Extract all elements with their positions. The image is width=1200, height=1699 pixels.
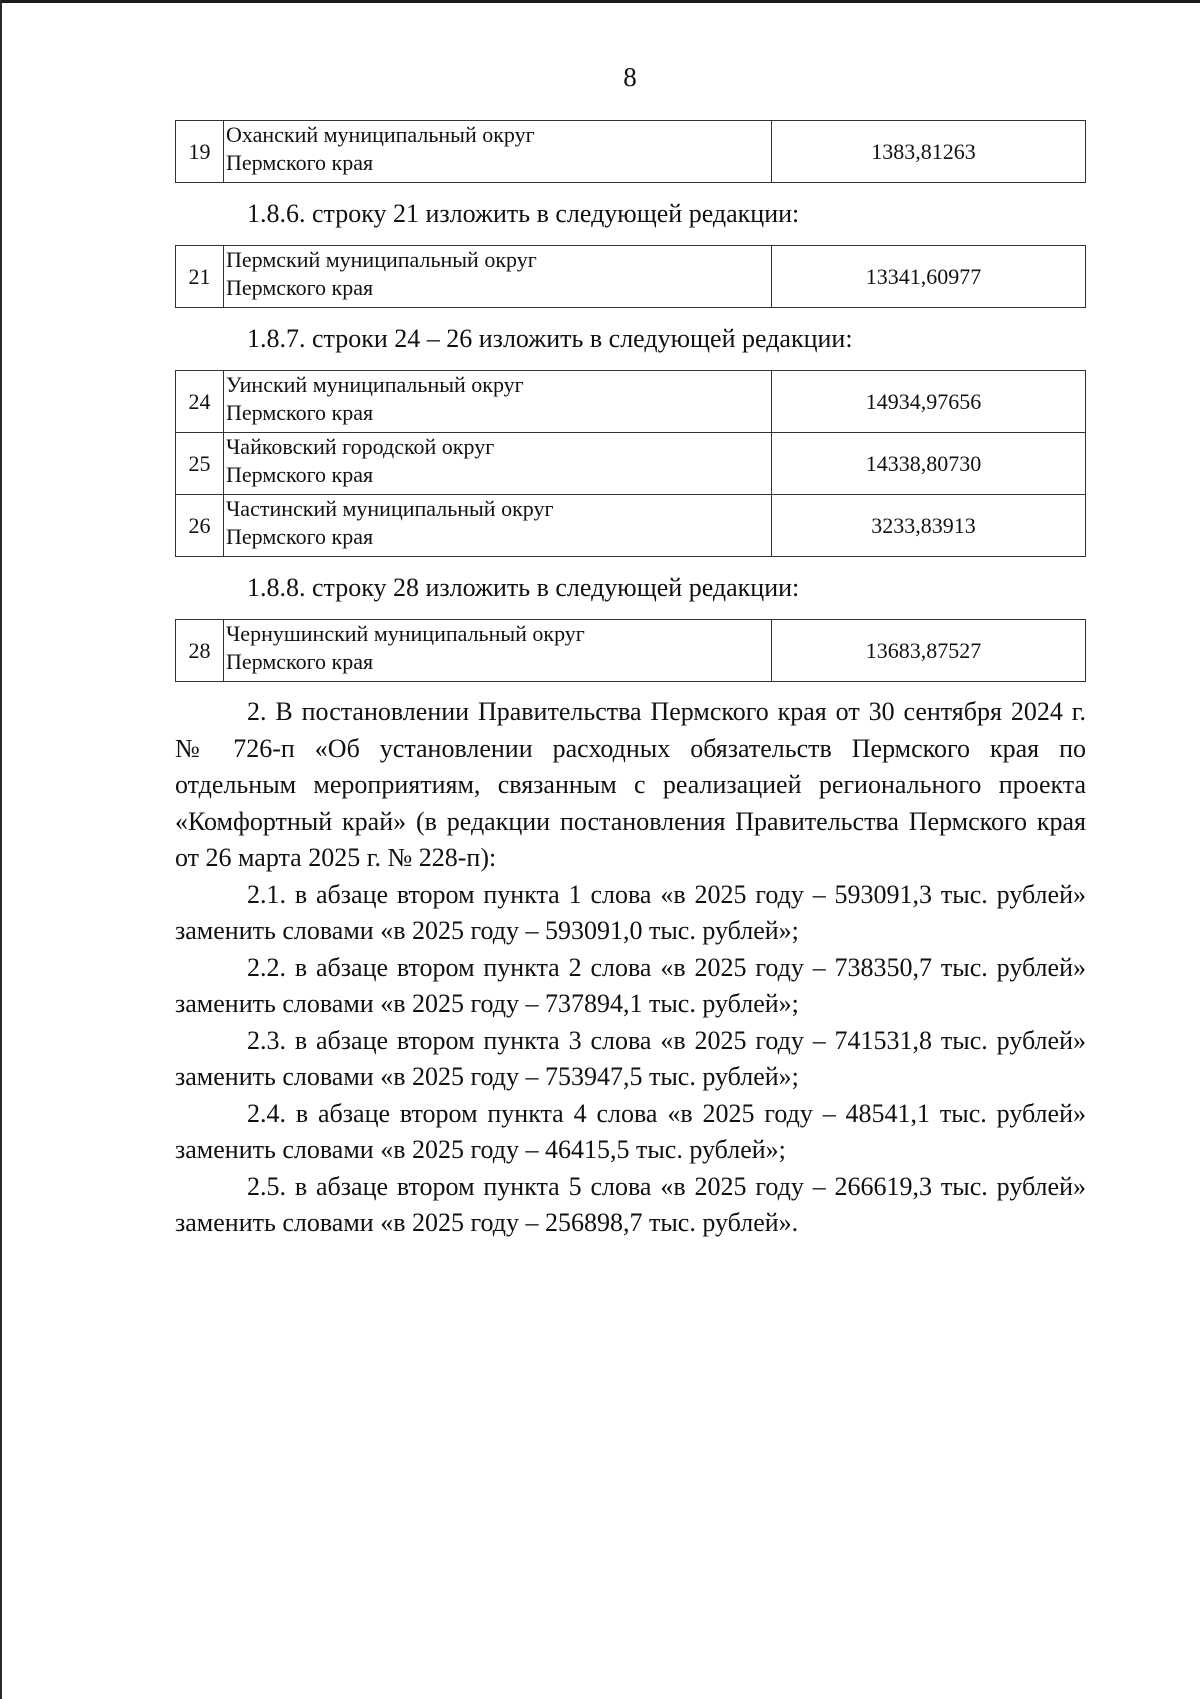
region-name: Пермский муниципальный округ: [226, 247, 537, 272]
document-body: [175, 120, 1086, 1242]
region-value: 1383,81263: [772, 121, 1086, 183]
region-value: 13341,60977: [772, 246, 1086, 308]
region-name-cell: [224, 246, 772, 308]
page-number: 8: [623, 62, 637, 92]
region-name-cell: [224, 371, 772, 433]
table-row: [176, 371, 1086, 433]
region-name: Чернушинский муниципальный округ: [226, 621, 585, 646]
table-row: [176, 495, 1086, 557]
amendment-table: [175, 619, 1086, 682]
scan-edge-top: [0, 0, 1200, 3]
region-subname: Пермского края: [226, 524, 374, 549]
region-name-cell: [224, 495, 772, 557]
table-row: [176, 620, 1086, 682]
amendment-instruction: 1.8.7. строки 24 – 26 изложить в следующей редакции:: [247, 324, 853, 353]
row-number: 19: [176, 121, 224, 183]
region-value: 14934,97656: [772, 371, 1086, 433]
row-number: 21: [176, 246, 224, 308]
body-text: [175, 694, 1086, 1242]
amendment-table: [175, 120, 1086, 183]
region-name-cell: [224, 121, 772, 183]
region-name: Оханский муниципальный округ: [226, 122, 535, 147]
region-name-cell: [224, 620, 772, 682]
region-name: Частинский муниципальный округ: [226, 496, 554, 521]
region-subname: Пермского края: [226, 275, 374, 300]
row-number: 28: [176, 620, 224, 682]
row-number: 25: [176, 433, 224, 495]
region-subname: Пермского края: [226, 400, 374, 425]
region-value: 13683,87527: [772, 620, 1086, 682]
scan-edge-left: [0, 0, 2, 1699]
region-subname: Пермского края: [226, 150, 374, 175]
region-name-cell: [224, 433, 772, 495]
amendment-table: [175, 370, 1086, 557]
row-number: 24: [176, 371, 224, 433]
region-name: Чайковский городской округ: [226, 434, 495, 459]
region-value: 3233,83913: [772, 495, 1086, 557]
paragraph: 2.1. в абзаце втором пункта 1 слова «в 2025 году – 593091,3 тыс. рублей» заменить словами «в 2025 году – 593091,0 тыс. рублей»;: [175, 879, 1086, 945]
region-subname: Пермского края: [226, 649, 374, 674]
paragraph: 2.2. в абзаце втором пункта 2 слова «в 2025 году – 738350,7 тыс. рублей» заменить словами «в 2025 году – 737894,1 тыс. рублей»;: [175, 952, 1086, 1018]
paragraph: 2. В постановлении Правительства Пермского края от 30 сентября 2024 г. № 726-п «Об установлении расходных обязательств Пермского края по отдельным мероприятиям, связанным с реализацией регионального проекта «Комфортный край» (в редакции постановления Правительства Пермского края от 26 марта 2025 г. № 228-п):: [175, 697, 1086, 872]
region-value: 14338,80730: [772, 433, 1086, 495]
amendment-instruction: 1.8.8. строку 28 изложить в следующей редакции:: [247, 573, 800, 602]
region-subname: Пермского края: [226, 462, 374, 487]
table-row: [176, 246, 1086, 308]
paragraph: 2.3. в абзаце втором пункта 3 слова «в 2025 году – 741531,8 тыс. рублей» заменить словами «в 2025 году – 753947,5 тыс. рублей»;: [175, 1025, 1086, 1091]
paragraph: 2.5. в абзаце втором пункта 5 слова «в 2025 году – 266619,3 тыс. рублей» заменить словами «в 2025 году – 256898,7 тыс. рублей».: [175, 1171, 1086, 1237]
region-name: Уинский муниципальный округ: [226, 372, 524, 397]
table-row: [176, 433, 1086, 495]
row-number: 26: [176, 495, 224, 557]
amendment-instruction: 1.8.6. строку 21 изложить в следующей редакции:: [247, 199, 800, 228]
amendment-table: [175, 245, 1086, 308]
table-row: [176, 121, 1086, 183]
paragraph: 2.4. в абзаце втором пункта 4 слова «в 2025 году – 48541,1 тыс. рублей» заменить словами «в 2025 году – 46415,5 тыс. рублей»;: [175, 1098, 1086, 1164]
